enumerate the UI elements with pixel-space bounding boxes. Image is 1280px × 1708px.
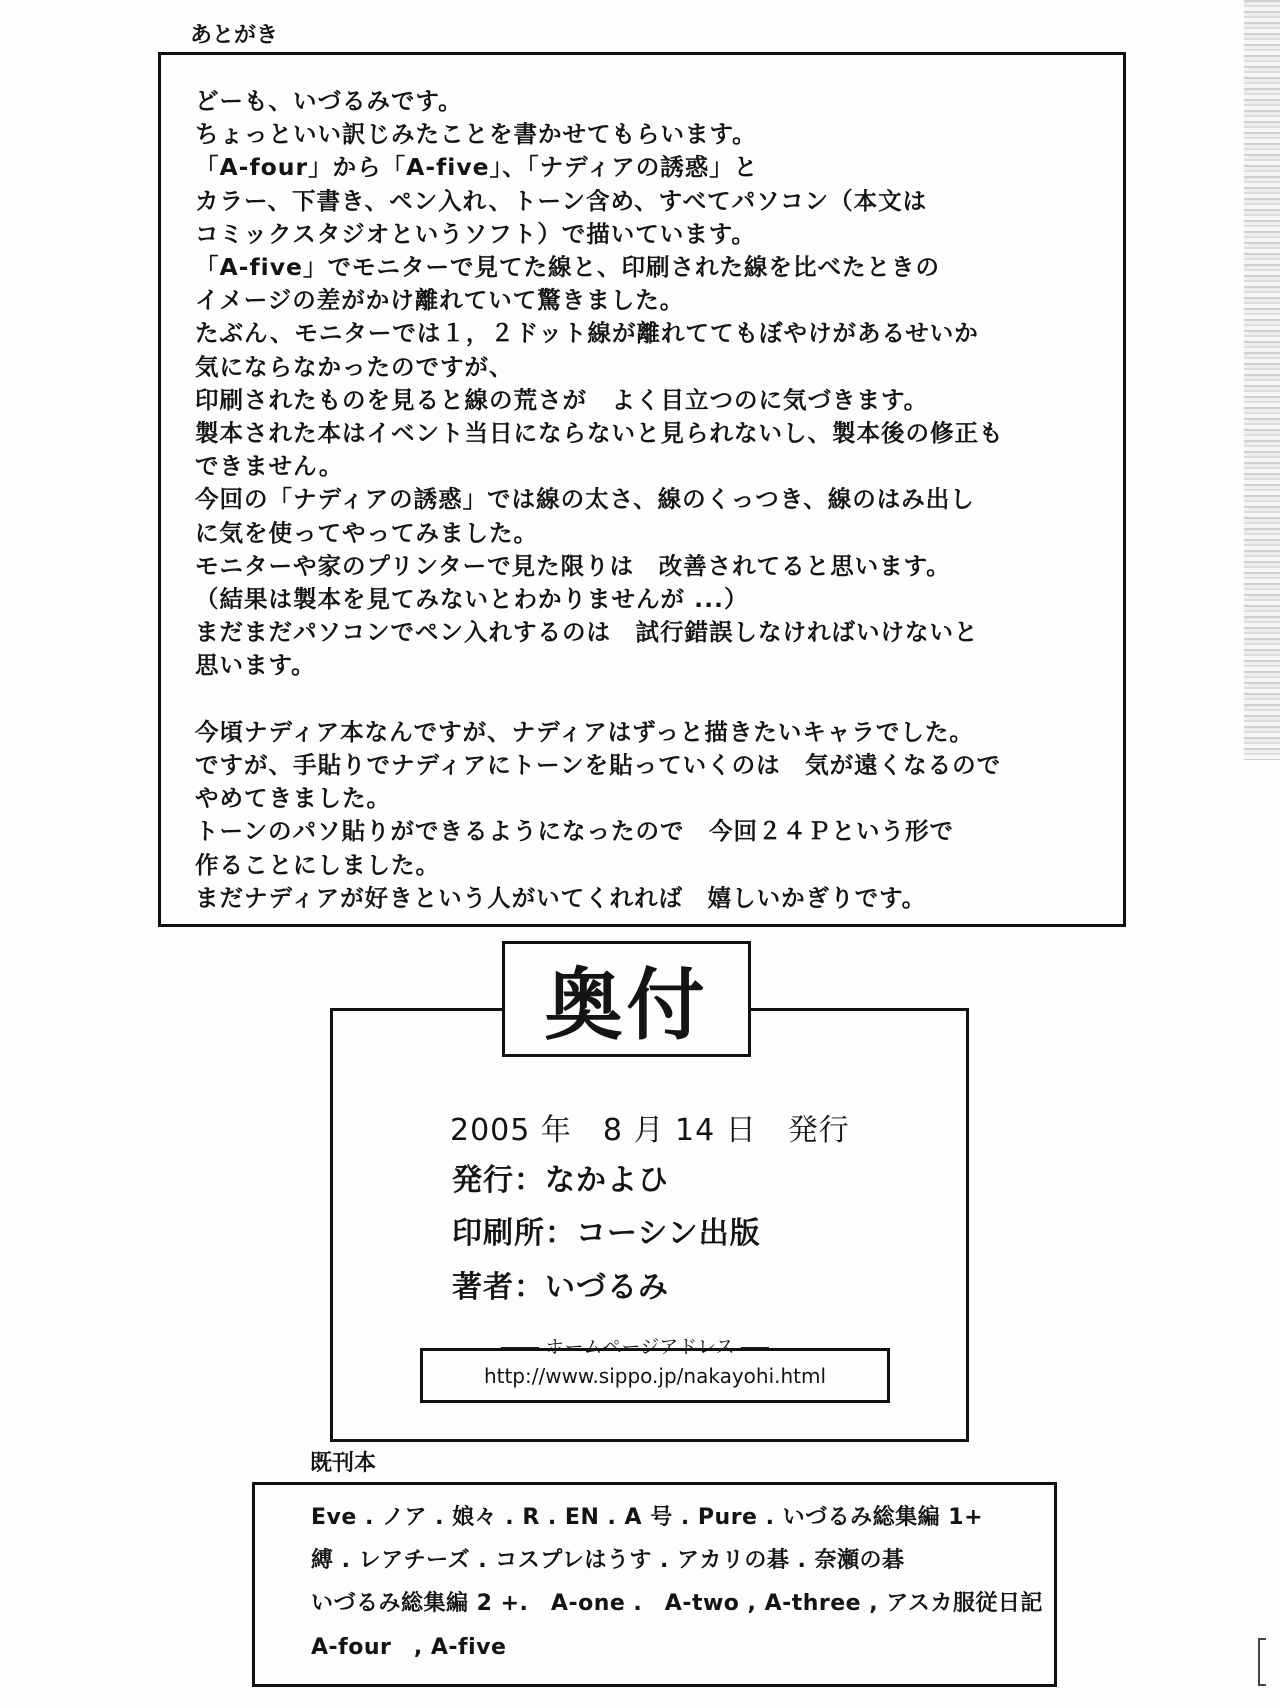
afterword-line: 気にならなかったのですが、 bbox=[195, 352, 514, 381]
afterword-line: カラー、下書き、ペン入れ、トーン含め、すべてパソコン（本文は bbox=[195, 186, 928, 215]
afterword-line: 印刷されたものを見ると線の荒さが よく目立つのに気づきます。 bbox=[195, 385, 929, 414]
afterword-line: モニターや家のプリンターで見た限りは 改善されてると思います。 bbox=[195, 551, 951, 580]
afterword-line: 今回の「ナディアの誘惑」では線の太さ、線のくっつき、線のはみ出し bbox=[195, 485, 975, 514]
back-catalog-line: いづるみ総集編 2 +. A-one . A-two , A-three , アスカ服従日記 bbox=[311, 1591, 1043, 1616]
publication-date: 2005 年 8 月 14 日 発行 bbox=[450, 1113, 850, 1148]
afterword-title: あとがき bbox=[190, 23, 279, 48]
back-catalog-line: Eve . ノア . 娘々 . R . EN . A 号 . Pure . いづるみ総集編 1+ bbox=[311, 1505, 984, 1530]
afterword-line: やめてきました。 bbox=[195, 784, 391, 813]
afterword-text bbox=[195, 85, 1004, 915]
afterword-line bbox=[195, 683, 1004, 716]
colophon-title: 奥付 bbox=[502, 941, 751, 1057]
afterword-line: たぶん、モニターでは１，２ドット線が離れててもぼやけがあるせいか bbox=[195, 319, 979, 348]
afterword-line: （結果は製本を見てみないとわかりませんが ...） bbox=[195, 585, 749, 614]
homepage-url-box bbox=[420, 1348, 890, 1403]
afterword-line: ですが、手貼りでナディアにトーンを貼っていくのは 気が遠くなるので bbox=[195, 751, 1002, 780]
back-catalog-title: 既刊本 bbox=[310, 1451, 377, 1476]
author-line: 著者：いづるみ bbox=[452, 1270, 669, 1305]
afterword-line: 「A-four」から「A-five」、「ナディアの誘惑」と bbox=[195, 153, 759, 182]
scan-edge-texture bbox=[1244, 0, 1280, 760]
publisher-line: 発行：なかよひ bbox=[452, 1163, 669, 1198]
afterword-line: トーンのパソ貼りができるようになったので 今回２４Ｐという形で bbox=[195, 817, 955, 846]
afterword-line: に気を使ってやってみました。 bbox=[195, 518, 538, 547]
afterword-line: 製本された本はイベント当日にならないと見られないし、製本後の修正も bbox=[195, 419, 1004, 448]
scan-edge-mark bbox=[1258, 1638, 1266, 1686]
afterword-line: できません。 bbox=[195, 452, 344, 481]
homepage-url[interactable]: http://www.sippo.jp/nakayohi.html bbox=[483, 1363, 827, 1388]
afterword-line: コミックスタジオというソフト）で描いています。 bbox=[195, 219, 756, 248]
back-catalog-box bbox=[252, 1482, 1057, 1687]
afterword-line: 「A-five」でモニターで見てた線と、印刷された線を比べたときの bbox=[195, 253, 940, 282]
afterword-box bbox=[158, 52, 1126, 927]
back-catalog-line: A-four , A-five bbox=[311, 1635, 507, 1660]
afterword-line: 作ることにしました。 bbox=[195, 850, 440, 879]
back-catalog-line: 縛 . レアチーズ . コスプレはうす . アカリの碁 . 奈瀬の碁 bbox=[311, 1548, 905, 1573]
homepage-label-text: ホームページアドレス bbox=[545, 1336, 735, 1358]
afterword-line: ちょっといい訳じみたことを書かせてもらいます。 bbox=[195, 120, 757, 149]
afterword-line: まだまだパソコンでペン入れするのは 試行錯誤しなければいけないと bbox=[195, 618, 979, 647]
printer-line: 印刷所：コーシン出版 bbox=[452, 1216, 761, 1251]
afterword-line: イメージの差がかけ離れていて驚きました。 bbox=[195, 286, 685, 315]
afterword-line: まだナディアが好きという人がいてくれれば 嬉しいかぎりです。 bbox=[195, 883, 927, 912]
afterword-line: 今頃ナディア本なんですが、ナディアはずっと描きたいキャラでした。 bbox=[195, 717, 974, 746]
afterword-line: どーも、いづるみです。 bbox=[195, 87, 463, 115]
afterword-line: 思います。 bbox=[195, 651, 316, 680]
